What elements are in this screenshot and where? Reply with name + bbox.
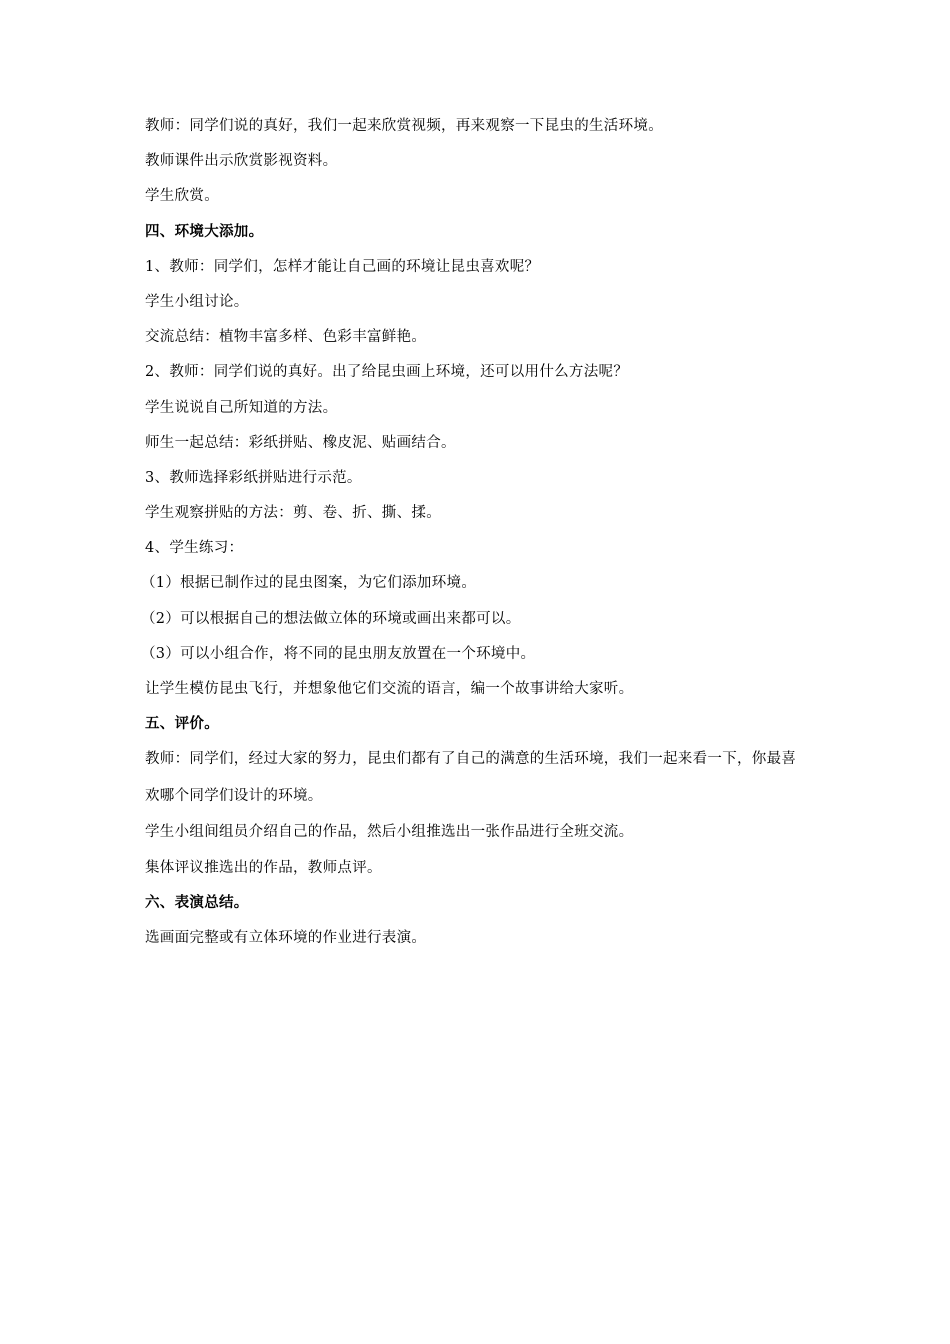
paragraph: 教师：同学们，经过大家的努力，昆虫们都有了自己的满意的生活环境，我们一起来看一下，你最喜欢哪个同学们设计的环境。 xyxy=(145,751,797,805)
section-heading: 六、表演总结。 xyxy=(145,894,249,911)
document-page xyxy=(141,116,810,963)
paragraph: 教师课件出示欣赏影视资料。 xyxy=(145,153,338,170)
paragraph: 2、教师：同学们说的真好。出了给昆虫画上环境，还可以用什么方法呢？ xyxy=(145,364,629,381)
paragraph: 学生说说自己所知道的方法。 xyxy=(145,399,338,416)
paragraph: 集体评议推选出的作品，教师点评。 xyxy=(145,859,382,876)
paragraph: 1、教师：同学们，怎样才能让自己画的环境让昆虫喜欢呢？ xyxy=(145,258,540,275)
list-item: （2）可以根据自己的想法做立体的环境或画出来都可以。 xyxy=(141,610,521,627)
paragraph: 学生小组讨论。 xyxy=(145,293,249,310)
list-item: （3）可以小组合作，将不同的昆虫朋友放置在一个环境中。 xyxy=(141,645,536,662)
paragraph: 师生一起总结：彩纸拼贴、橡皮泥、贴画结合。 xyxy=(145,434,456,451)
paragraph: 学生小组间组员介绍自己的作品，然后小组推选出一张作品进行全班交流。 xyxy=(145,824,634,841)
section-heading: 五、评价。 xyxy=(145,716,219,733)
paragraph: 学生欣赏。 xyxy=(145,188,219,205)
paragraph: 交流总结：植物丰富多样、色彩丰富鲜艳。 xyxy=(145,329,427,346)
list-item: （1）根据已制作过的昆虫图案，为它们添加环境。 xyxy=(141,575,477,592)
wrapped-paragraph-container xyxy=(145,741,810,815)
paragraph: 选画面完整或有立体环境的作业进行表演。 xyxy=(145,929,427,946)
paragraph: 让学生模仿昆虫飞行，并想象他它们交流的语言，编一个故事讲给大家听。 xyxy=(145,681,634,697)
paragraph: 3、教师选择彩纸拼贴进行示范。 xyxy=(145,469,362,486)
section-heading: 四、环境大添加。 xyxy=(145,223,264,240)
paragraph: 教师：同学们说的真好，我们一起来欣赏视频，再来观察一下昆虫的生活环境。 xyxy=(145,118,663,134)
paragraph: 学生观察拼贴的方法：剪、卷、折、撕、揉。 xyxy=(145,505,441,522)
paragraph: 4、学生练习： xyxy=(145,540,244,557)
